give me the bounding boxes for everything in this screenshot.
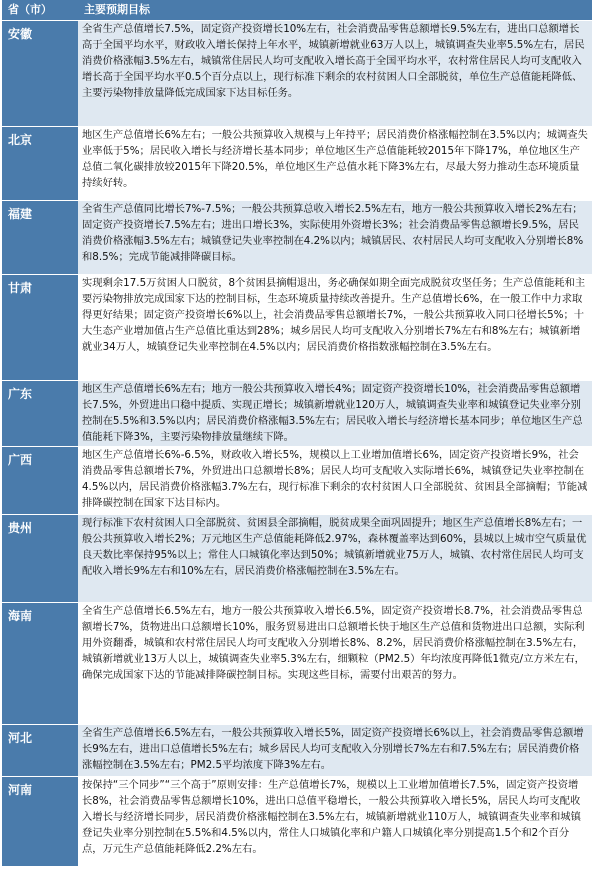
target-cell: 全省生产总值增长6.5%左右，地方一般公共预算收入增长6.5%，固定资产投资增长8.7%，社会消费品零售总额增长7%，货物进出口总额增长10%，服务贸易进出口总额增长快于地区生产总值和货物进出口总额，实际利用外资翻番，城镇和农村常住居民人均可支配收入分别增长8%、8.2%，居民消费价格涨幅控制在3.5%左右，城镇新增就业13万人以上，城镇调查失业率5.3%左右，细颗粒（PM2.5）年均浓度再降低1微克/立方米左右，确保完成国家下达的节能减排降碳控制目标。实现这些目标，需要付出艰苦的努力。 bbox=[78, 602, 592, 724]
table-row bbox=[2, 602, 592, 724]
province-cell: 北京 bbox=[2, 126, 78, 200]
province-cell: 福建 bbox=[2, 200, 78, 274]
province-cell: 河北 bbox=[2, 724, 78, 776]
target-cell: 按保持“三个同步”“三个高于”原则安排：生产总值增长7%，规模以上工业增加值增长7.5%，固定资产投资增长8%，社会消费品零售总额增长10%，进出口总值平稳增长，一般公共预算收入增长5%，居民人均可支配收入增长与经济增长同步，居民消费价格涨幅控制在3.5%左右，城镇新增就业110万人，城镇调查失业率和城镇登记失业率分别控制在5.5%和4.5%以内，常住人口城镇化率和户籍人口城镇化率分别提高1.5个和2个百分点，万元生产总值能耗降低2.2%左右。 bbox=[78, 776, 592, 866]
target-cell: 全省生产总值增长6.5%左右，一般公共预算收入增长5%，固定资产投资增长6%以上，社会消费品零售总额增长9%左右，进出口总值增长5%左右；城乡居民人均可支配收入分别增长7%左右和7.5%左右；居民消费价格涨幅控制在3.5%左右；PM2.5平均浓度下降3%左右。 bbox=[78, 724, 592, 776]
target-cell: 地区生产总值增长6%-6.5%，财政收入增长5%，规模以上工业增加值增长6%，固定资产投资增长9%，社会消费品零售总额增长7%，外贸进出口总额增长8%；居民人均可支配收入实际增长6%，城镇登记失业率控制在4.5%以内，居民消费价格涨幅3.7%左右，现行标准下剩余的农村贫困人口全部脱贫、贫困县全部摘帽；节能减排降碳控制在国家下达目标内。 bbox=[78, 446, 592, 514]
province-cell: 贵州 bbox=[2, 514, 78, 602]
target-cell: 地区生产总值增长6%左右；一般公共预算收入规模与上年持平；居民消费价格涨幅控制在3.5%以内；城调查失业率低于5%；居民收入增长与经济增长基本同步；单位地区生产总值能耗较2015年下降17%，单位地区生产总值二氧化碳排放较2015年下降20.5%，单位地区生产总值水耗下降3%左右，尽最大努力推动生态环境质量持续好转。 bbox=[78, 126, 592, 200]
table-row bbox=[2, 380, 592, 446]
table-row bbox=[2, 126, 592, 200]
table-row bbox=[2, 446, 592, 514]
table-row bbox=[2, 20, 592, 126]
target-cell: 全省生产总值同比增长7%-7.5%；一般公共预算总收入增长2.5%左右，地方一般公共预算收入增长2%左右；固定资产投资增长7.5%左右；进出口增长3%，实际使用外资增长3%；社会消费品零售总额增长9.5%，居民消费价格涨幅3.5%左右；城镇登记失业率控制在4.2%以内；城镇居民、农村居民人均可支配收入分别增长8%和8.5%；完成节能减排降碳目标。 bbox=[78, 200, 592, 274]
table-row bbox=[2, 274, 592, 380]
province-cell: 甘肃 bbox=[2, 274, 78, 380]
table-row bbox=[2, 724, 592, 776]
province-targets-table bbox=[2, 0, 592, 866]
province-cell: 广西 bbox=[2, 446, 78, 514]
target-cell: 实现剩余17.5万贫困人口脱贫，8个贫困县摘帽退出，务必确保如期全面完成脱贫攻坚任务；生产总值能耗和主要污染物排放完成国家下达的控制目标，生态环境质量持续改善提升。生产总值增长6%，在一般工作中力求取得更好结果；固定资产投资增长6%以上，社会消费品零售总额增长7%，一般公共预算收入同口径增长5%；十大生态产业增加值占生产总值比重达到28%；城乡居民人均可支配收入分别增长7%左右和8%左右；城镇新增就业34万人，城镇登记失业率控制在4.5%以内；居民消费价格指数涨幅控制在3.5%左右。 bbox=[78, 274, 592, 380]
target-cell: 全省生产总值增长7.5%，固定资产投资增长10%左右，社会消费品零售总额增长9.5%左右，进出口总额增长高于全国平均水平，财政收入增长保持上年水平，城镇新增就业63万人以上，城镇调查失业率5.5%左右，居民消费价格涨幅3.5%左右，城镇常住居民人均可支配收入增长高于全国平均水平，农村常住居民人均可支配收入增长高于全国平均水平0.5个百分点以上，现行标准下剩余的农村贫困人口全部脱贫，单位生产总值能耗降低、主要污染物排放量降低完成国家下达目标任务。 bbox=[78, 20, 592, 126]
table-row bbox=[2, 514, 592, 602]
target-cell: 现行标准下农村贫困人口全部脱贫、贫困县全部摘帽，脱贫成果全面巩固提升；地区生产总值增长8%左右；一般公共预算收入增长2%；万元地区生产总值能耗降低2.97%，森林覆盖率达到60%，县城以上城市空气质量优良天数比率保持95%以上；常住人口城镇化率达到50%；城镇新增就业75万人，城镇、农村常住居民人均可支配收入增长9%左右和10%左右，居民消费价格涨幅控制在3.5%左右。 bbox=[78, 514, 592, 602]
header-province: 省（市） bbox=[8, 3, 52, 16]
province-cell: 河南 bbox=[2, 776, 78, 866]
table-header bbox=[2, 0, 592, 20]
province-cell: 安徽 bbox=[2, 20, 78, 126]
province-cell: 广东 bbox=[2, 380, 78, 446]
header-targets: 主要预期目标 bbox=[84, 3, 150, 16]
target-cell: 地区生产总值增长6%左右；地方一般公共预算收入增长4%；固定资产投资增长10%，社会消费品零售总额增长7.5%，外贸进出口稳中提质、实现正增长；城镇新增就业120万人，城镇调查失业率和城镇登记失业率分别控制在5.5%和3.5%以内；居民消费价格涨幅3.5%左右；居民收入增长与经济增长基本同步；单位地区生产总值能耗下降3%，主要污染物排放量继续下降。 bbox=[78, 380, 592, 446]
province-cell: 海南 bbox=[2, 602, 78, 724]
table-row bbox=[2, 776, 592, 866]
table-row bbox=[2, 200, 592, 274]
